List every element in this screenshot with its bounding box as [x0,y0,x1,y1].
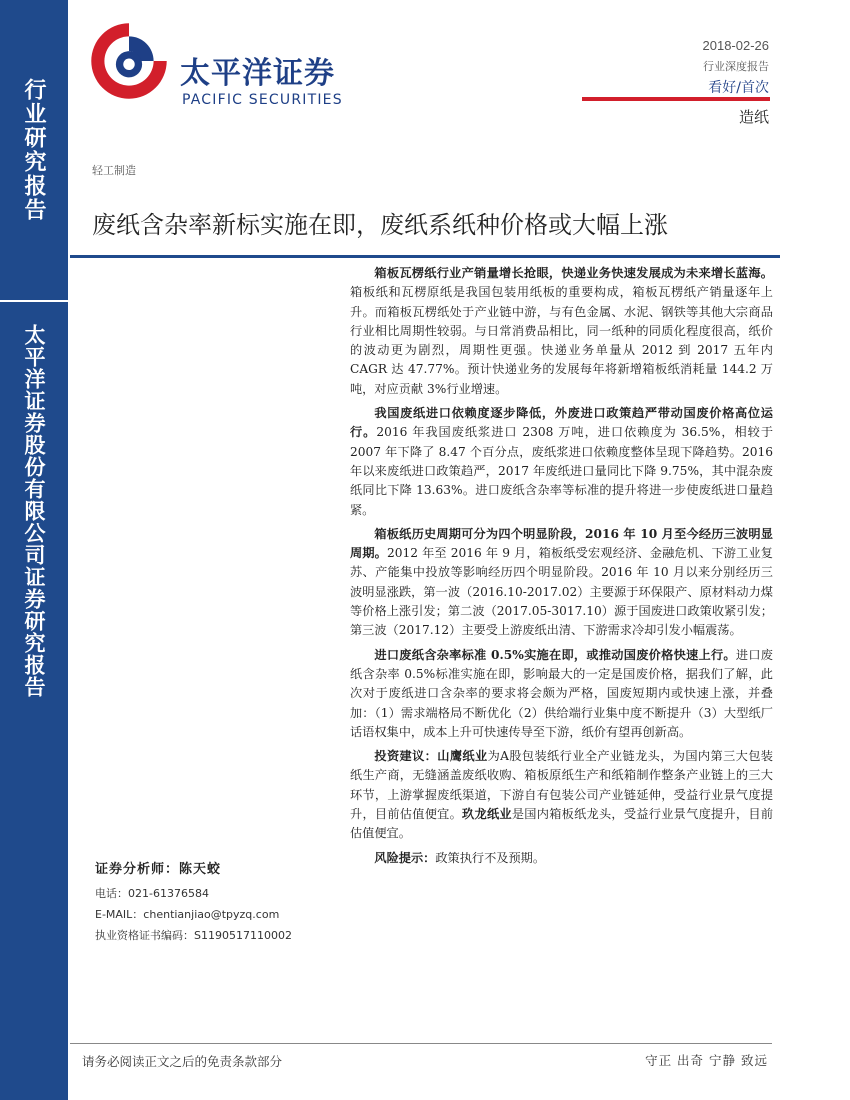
analyst-license: 执业资格证书编码：S1190517110002 [95,929,292,942]
sidebar-company-label: 太平洋证券股份有限公司证券研究报告 [22,324,47,698]
footer-divider [70,1043,772,1044]
sidebar-divider [0,300,68,302]
brand-name-en: PACIFIC SECURITIES [182,92,343,108]
report-type: 行业深度报告 [703,60,769,73]
pacific-logo-icon [88,20,170,102]
left-sidebar [0,0,68,1100]
summary-paragraph [350,264,773,399]
investment-advice [350,747,773,843]
footer-motto: 守正 出奇 宁静 致远 [645,1053,768,1068]
report-summary [350,264,773,873]
paragraph-heading: 投资建议：山鹰纸业 [374,749,488,764]
industry-label: 轻工制造 [92,164,136,177]
analyst-info [95,858,292,946]
analyst-name: 证券分析师：陈天蛟 [95,862,222,877]
paragraph-text: 为A股包装纸行业全产业链龙头，为国内第三大包装纸生产商，无缝涵盖废纸收购、箱板原纸生产和纸箱制作整条产业链上的三大环节，上游掌握废纸渠道，下游自有包装公司产业链延伸，受益行业景气度提升，目前估值便宜。 [350,749,773,822]
footer-disclaimer: 请务必阅读正文之后的免责条款部分 [82,1054,283,1069]
rating-underline [582,97,770,101]
paragraph-text: 箱板纸和瓦楞原纸是我国包装用纸板的重要构成，箱板瓦楞纸产销量逐年上升。而箱板瓦楞纸处于产业链中游，与有色金属、水泥、钢铁等其他大宗商品行业相比周期性较弱。与日常消费品相比，同一纸种的同质化程度很高，纸价的波动更为剧烈，周期性更强。快递业务单量从 2012 到 2017 五年内 CAGR 达 47.77%。预计快递业务的发展每年将新增箱板纸消耗量 144.2 万吨，对应贡献 3%行业增速。 [350,285,773,396]
sidebar-report-category: 行业研究报告 [21,78,47,222]
paragraph-text: 2012 年至 2016 年 9 月，箱板纸受宏观经济、金融危机、下游工业复苏、产能集中投放等影响经历四个明显阶段。2016 年 10 月以来分别经历三波明显涨跌，第一波（2016.10-2017.02）主要源于环保限产、原材料动力煤等价格上涨引发；第二波（2017.05-3017.10）源于国废进口政策收紧引发；第三波（2017.12）主要受上游废纸出清、下游需求冷却引发小幅震荡。 [350,546,773,638]
report-date: 2018-02-26 [702,38,769,53]
risk-warning [350,849,773,868]
summary-paragraph [350,646,773,742]
paragraph-heading: 箱板瓦楞纸行业产销量增长抢眼，快递业务快速发展成为未来增长蓝海。 [374,266,773,280]
summary-paragraph [350,404,773,520]
summary-paragraph [350,525,773,641]
analyst-email: E-MAIL：chentianjiao@tpyzq.com [95,908,280,921]
paragraph-text: 是国内箱板纸龙头，受益行业景气度提升，目前估值便宜。 [350,807,774,841]
paragraph-heading: 进口废纸含杂率标准 0.5%实施在即，或推动国废价格快速上行。 [374,647,736,662]
brand-name-cn: 太平洋证券 [180,56,335,91]
paragraph-text: 2016 年我国废纸浆进口 2308 万吨，进口依赖度为 36.5%，相较于 2007 年下降了 8.47 个百分点，废纸浆进口依赖度整体呈现下降趋势。2016 年以来废纸进口政策趋严，2017 年废纸进口量同比下降 9.75%，其中混杂废纸同比下降 13.63%。进口废纸含杂率等标准的提升将进一步使废纸进口量趋紧。 [350,425,774,517]
title-divider [70,255,780,258]
paragraph-heading: 风险提示： [374,850,436,865]
paragraph-text: 进口废纸含杂率 0.5%标准实施在即，影响最大的一定是国废价格，据我们了解，此次对于废纸进口含杂率的要求将会颇为严格，国废短期内或快速上涨，并叠加：（1）需求端格局不断优化（2）供给端行业集中度不断提升（3）大型纸厂话语权集中，成本上升可快速传导至下游，纸价有望再创新高。 [350,647,773,739]
page-title: 废纸含杂率新标实施在即，废纸系纸种价格或大幅上涨 [92,211,668,239]
company-name: 玖龙纸业 [462,807,512,822]
paragraph-heading: 我国废纸进口依赖度逐步降低，外废进口政策趋严带动国废价格高位运行。 [350,406,773,440]
paragraph-heading: 箱板纸历史周期可分为四个明显阶段，2016 年 10 月至今经历三波明显周期。 [350,526,773,561]
rating-label: 看好/首次 [708,80,769,96]
sector-label: 造纸 [738,108,769,126]
analyst-phone: 电话：021-61376584 [95,887,209,900]
paragraph-text: 政策执行不及预期。 [435,850,546,865]
